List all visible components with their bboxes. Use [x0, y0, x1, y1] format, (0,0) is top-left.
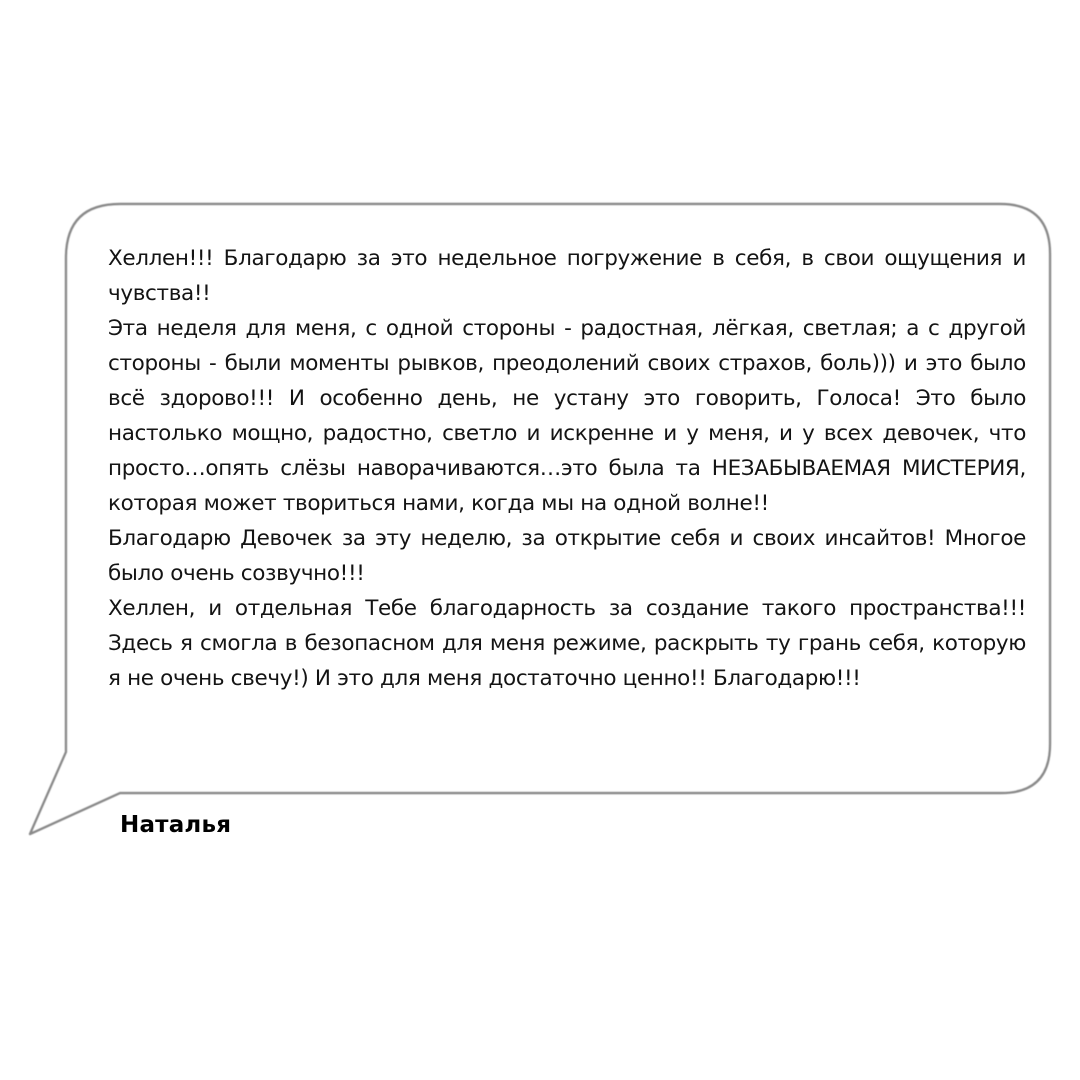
review-text [108, 241, 1026, 696]
review-paragraph-1: Хеллен!!! Благодарю за это недельное погружение в себя, в свои ощущения и чувства!! [108, 246, 1026, 306]
review-paragraph-2: Эта неделя для меня, с одной стороны - радостная, лёгкая, светлая; а с другой стороны - были моменты рывков, преодолений своих страхов, боль))) и это было всё здорово!!! И особенно день, не устану это говорить, Голоса! Это было настолько мощно, радостно, светло и искренне и у меня, и у всех девочек, что просто…опять слёзы наворачиваются…это была та НЕЗАБЫВАЕМАЯ МИСТЕРИЯ, которая может твориться нами, когда мы на одной волне!! [108, 316, 1026, 516]
review-paragraph-3: Благодарю Девочек за эту неделю, за открытие себя и своих инсайтов! Многое было очень созвучно!!! [108, 526, 1026, 586]
review-paragraph-4: Хеллен, и отдельная Тебе благодарность за создание такого пространства!!! Здесь я смогла в безопасном для меня режиме, раскрыть ту грань себя, которую я не очень свечу!) И это для меня достаточно ценно!! Благодарю!!! [108, 596, 1026, 691]
author-name: Наталья [120, 812, 232, 838]
